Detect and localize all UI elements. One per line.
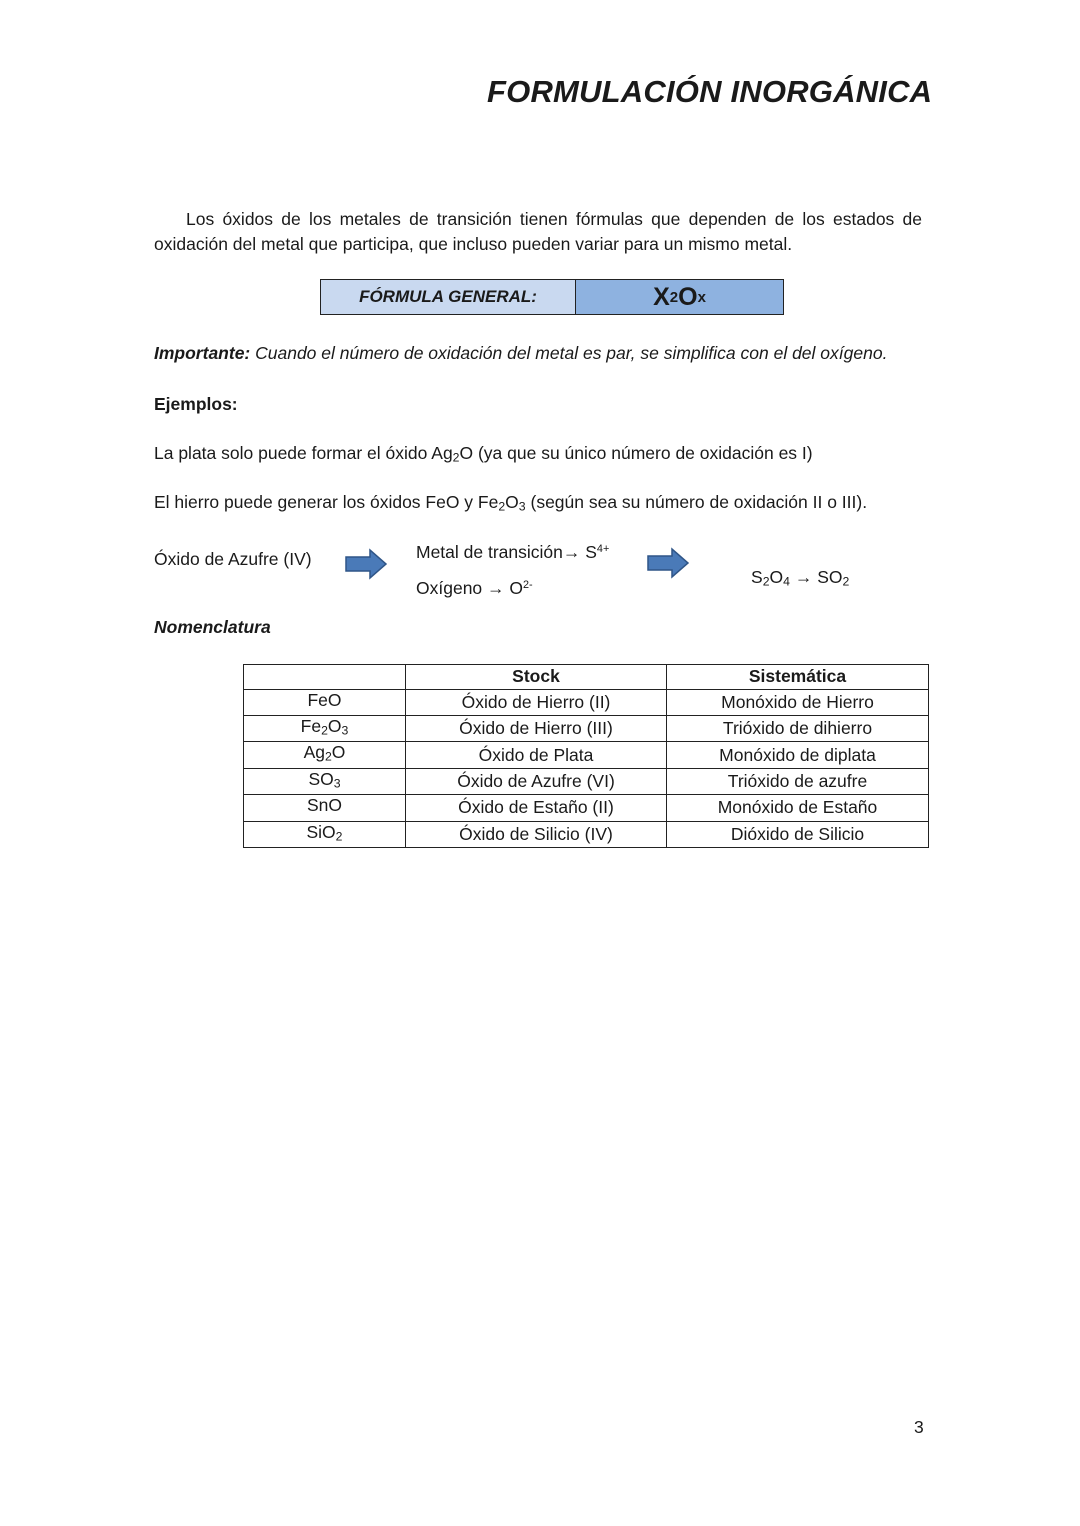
systematic-name-cell: Monóxido de Estaño: [667, 795, 929, 821]
intro-paragraph: [154, 207, 922, 257]
formula-part: SiO: [306, 821, 336, 842]
systematic-name-cell: Dióxido de Silicio: [667, 821, 929, 847]
formula-cell: [244, 821, 406, 847]
intro-line-2: oxidación del metal que participa, que incluso pueden variar para un mismo metal.: [154, 234, 793, 254]
systematic-name-cell: Trióxido de azufre: [667, 768, 929, 794]
table-header-formula: [244, 665, 406, 690]
example-iron-sub-1: 2: [498, 499, 506, 514]
table-row: [244, 715, 929, 741]
formula-part: O: [331, 742, 346, 763]
formula-subscript: 2: [321, 723, 328, 738]
nomenclature-table: [243, 664, 929, 848]
examples-heading: Ejemplos:: [154, 394, 238, 414]
formula-sub-2: x: [697, 288, 706, 306]
table-header-sistematica: Sistemática: [667, 665, 929, 690]
formula-cell: [244, 768, 406, 794]
example-iron-pre: El hierro puede generar los óxidos FeO y Fe: [154, 492, 499, 512]
derivation-oxygen: [416, 578, 533, 599]
example-iron-mid: O: [505, 492, 519, 512]
formula-part: O: [327, 715, 342, 736]
formula-part: FeO: [307, 689, 342, 710]
result-so-sub: 2: [842, 574, 850, 589]
derivation-metal: [416, 542, 609, 563]
example-iron-post: (según sea su número de oxidación II o III).: [525, 492, 868, 512]
example-silver-sub: 2: [452, 450, 460, 465]
example-silver-pre: La plata solo puede formar el óxido Ag: [154, 443, 453, 463]
stock-name-cell: Óxido de Silicio (IV): [406, 821, 667, 847]
derivation-metal-charge: 4+: [596, 543, 610, 556]
formula-part: Fe: [300, 715, 322, 736]
formula-cell: [244, 689, 406, 715]
derivation-result: [751, 567, 849, 588]
stock-name-cell: Óxido de Hierro (II): [406, 689, 667, 715]
result-o: O: [769, 567, 784, 587]
table-row: [244, 768, 929, 794]
page-number: 3: [914, 1417, 924, 1437]
example-iron: [154, 492, 867, 513]
formula-sub-1: 2: [669, 288, 679, 306]
table-row: [244, 821, 929, 847]
table-header-stock: Stock: [406, 665, 667, 690]
general-formula-box: [320, 279, 784, 315]
important-text: Cuando el número de oxidación del metal es par, se simplifica con el del oxígeno.: [250, 343, 888, 363]
general-formula-value: [576, 280, 783, 314]
formula-cell: [244, 795, 406, 821]
derivation-compound: Óxido de Azufre (IV): [154, 549, 312, 569]
formula-part: SnO: [306, 795, 343, 816]
example-iron-sub-2: 3: [518, 499, 526, 514]
formula-cell: [244, 715, 406, 741]
stock-name-cell: Óxido de Estaño (II): [406, 795, 667, 821]
example-silver: [154, 443, 813, 464]
stock-name-cell: Óxido de Hierro (III): [406, 715, 667, 741]
table-header-row: [244, 665, 929, 690]
derivation-oxygen-charge: 2-: [523, 579, 533, 592]
derivation-metal-text: Metal de transición→ S: [416, 542, 597, 562]
nomenclature-heading: Nomenclatura: [154, 617, 271, 637]
stock-name-cell: Óxido de Azufre (VI): [406, 768, 667, 794]
formula-base: X: [653, 282, 670, 311]
result-arrow-so: → SO: [789, 567, 843, 587]
formula-subscript: 3: [341, 723, 349, 738]
right-arrow-icon: [646, 547, 690, 579]
table-row: [244, 795, 929, 821]
stock-name-cell: Óxido de Plata: [406, 742, 667, 768]
right-arrow-icon: [344, 548, 388, 580]
table-row: [244, 742, 929, 768]
important-note: [154, 343, 887, 364]
systematic-name-cell: Monóxido de diplata: [667, 742, 929, 768]
example-silver-post: O (ya que su único número de oxidación es I): [459, 443, 813, 463]
formula-mid: O: [678, 282, 698, 311]
formula-subscript: 2: [335, 829, 343, 844]
important-label: Importante:: [154, 343, 251, 363]
derivation-oxygen-text: Oxígeno → O: [416, 578, 523, 598]
formula-cell: [244, 742, 406, 768]
formula-subscript: 2: [324, 749, 332, 764]
page-title: FORMULACIÓN INORGÁNICA: [487, 74, 933, 109]
result-o-sub: 4: [783, 574, 790, 589]
formula-part: Ag: [303, 742, 325, 763]
general-formula-label: FÓRMULA GENERAL:: [321, 280, 576, 314]
result-s-sub: 2: [762, 574, 770, 589]
result-s: S: [751, 567, 763, 587]
intro-line-1: Los óxidos de los metales de transición tienen fórmulas que dependen de los estados de: [186, 209, 922, 229]
systematic-name-cell: Monóxido de Hierro: [667, 689, 929, 715]
formula-part: SO: [308, 768, 334, 789]
table-row: [244, 689, 929, 715]
formula-subscript: 3: [333, 776, 341, 791]
systematic-name-cell: Trióxido de dihierro: [667, 715, 929, 741]
